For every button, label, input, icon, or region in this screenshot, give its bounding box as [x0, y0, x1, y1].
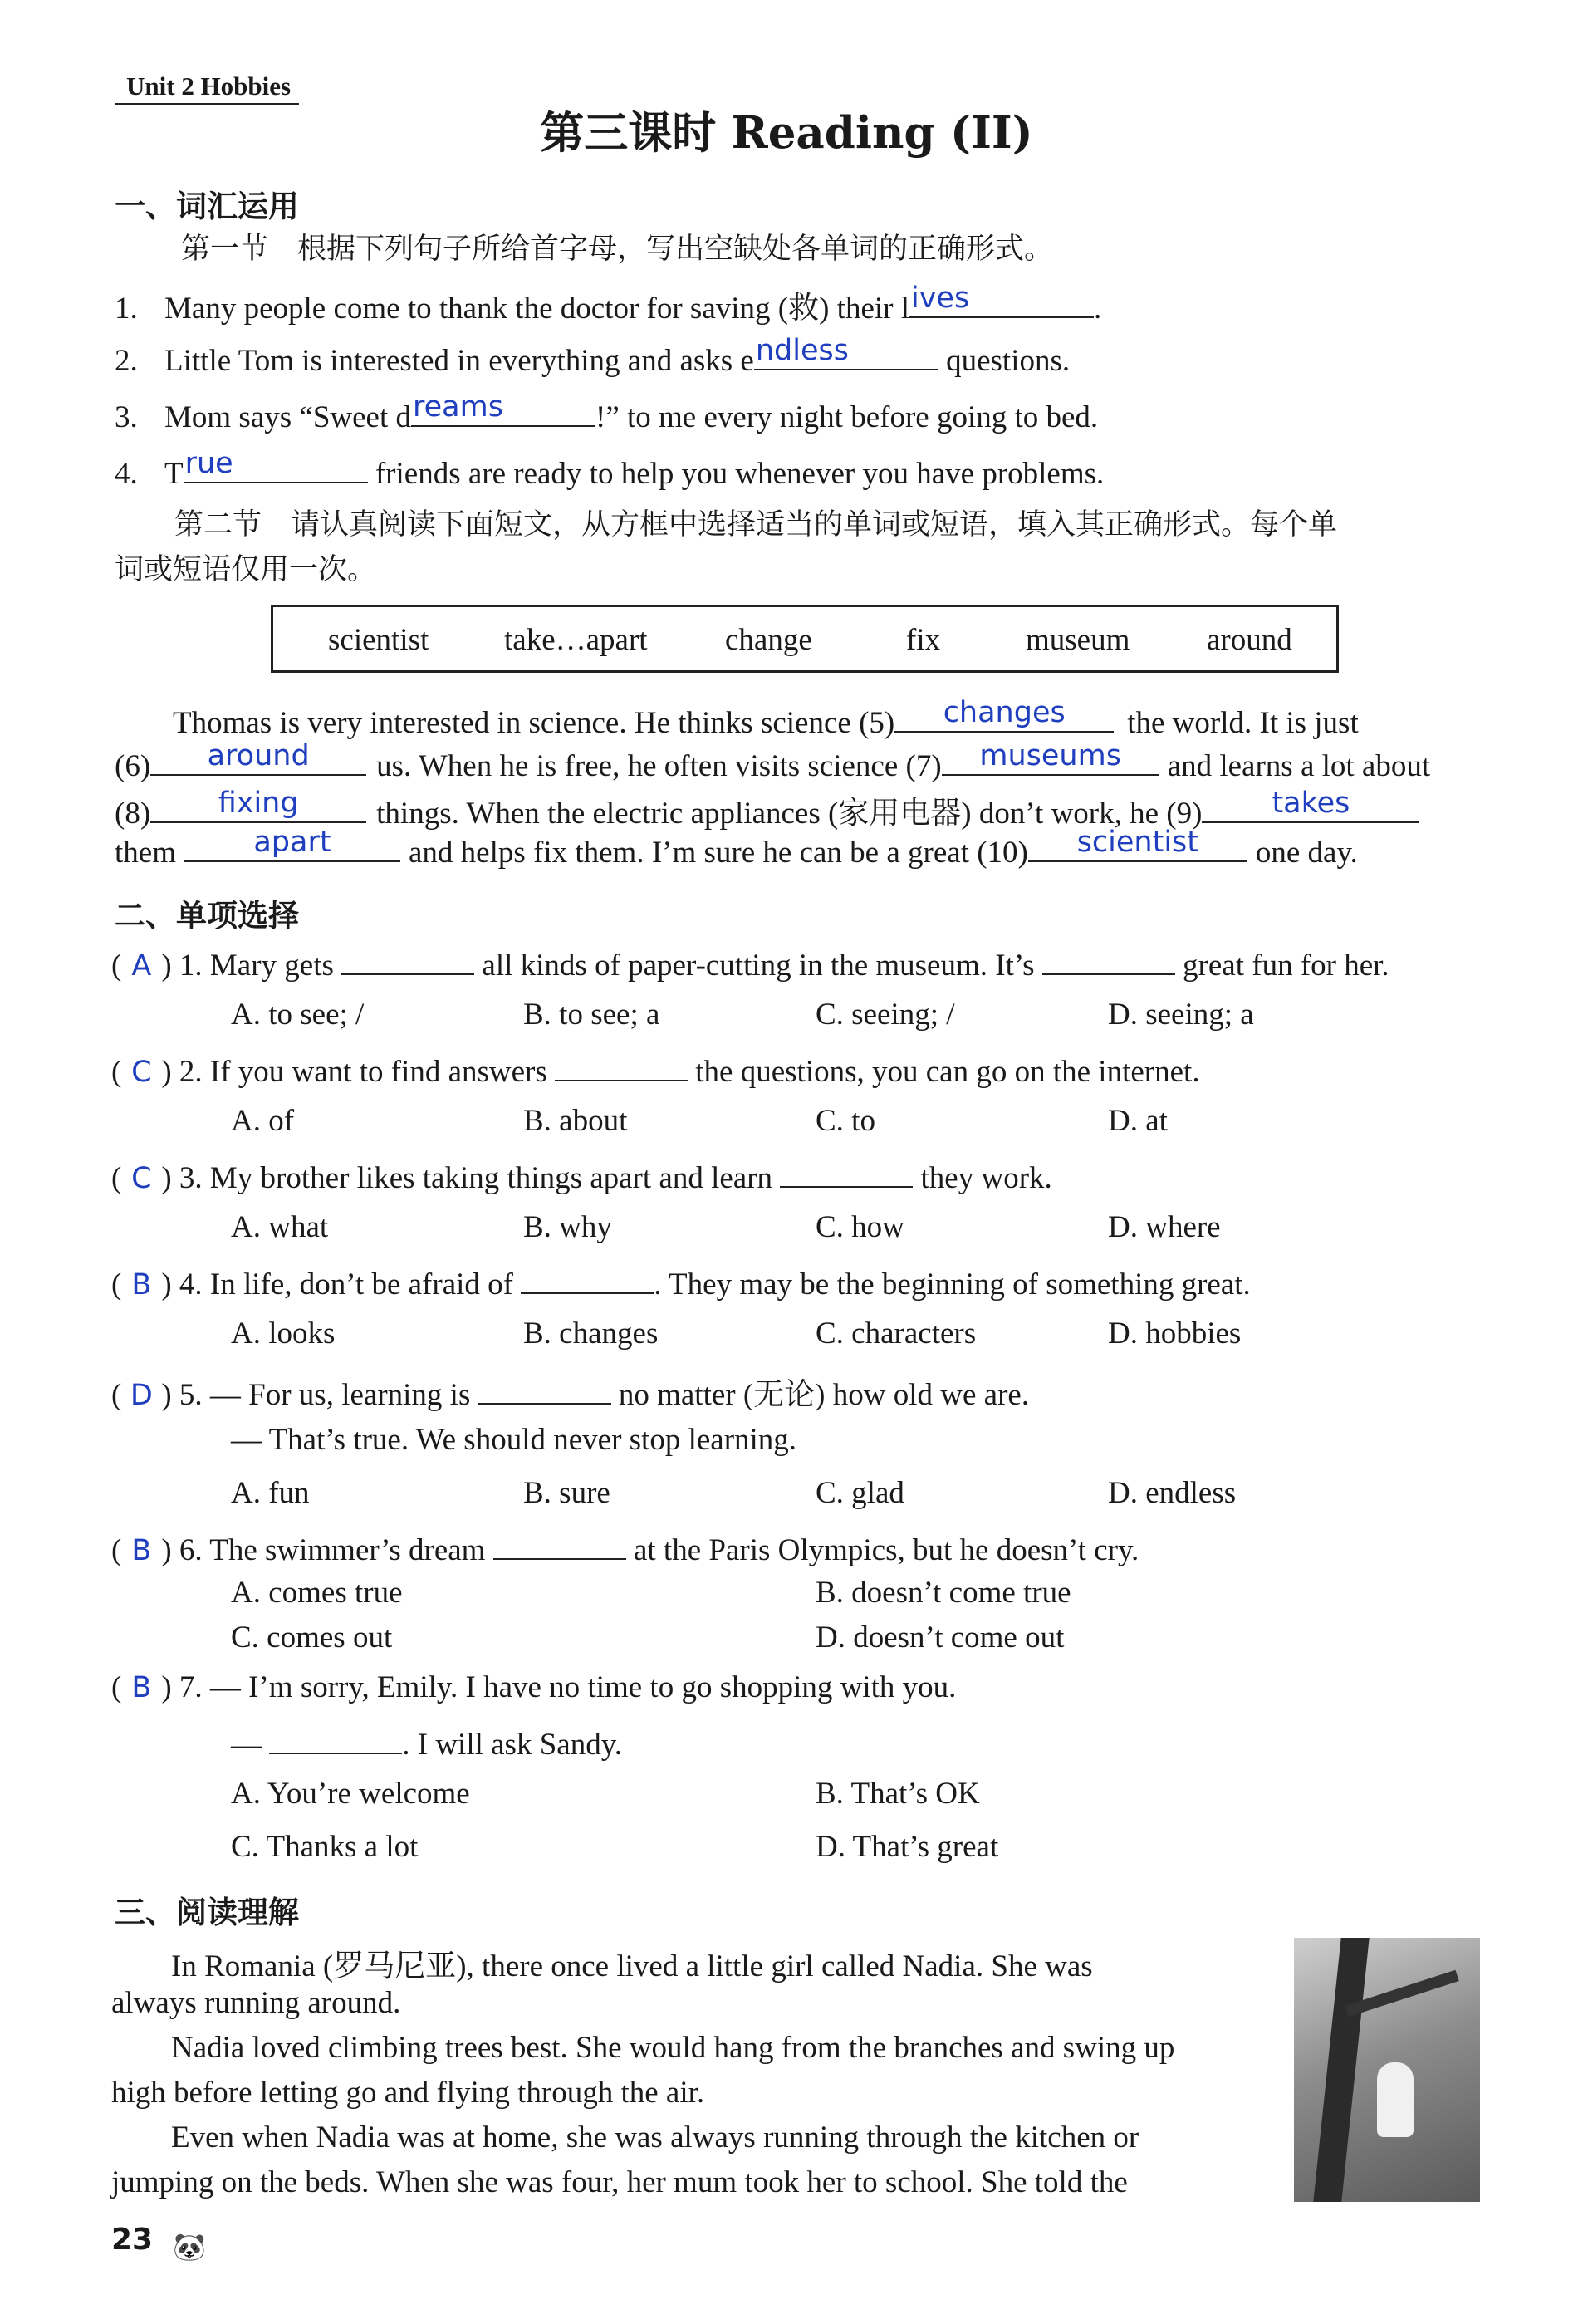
vocab-item: 3. Mom says “Sweet d reams !” to me every night before going to bed. [115, 390, 1099, 434]
option-b: B. That’s OK [816, 1777, 980, 1811]
question-4: ( B ) 4. In life, don’t be afraid of . They may be the beginning of something great. [111, 1263, 1251, 1302]
question-5-line2: — That’s true. We should never stop learning. [231, 1423, 797, 1457]
story-illustration [1294, 1938, 1480, 2202]
question-1: ( A ) 1. Mary gets all kinds of paper-cutting in the museum. It’s great fun for her. [111, 944, 1389, 983]
option-c: C. how [816, 1210, 904, 1244]
answer-text: fixing [218, 787, 299, 820]
word-option: fix [906, 623, 941, 657]
answer-text: reams [413, 390, 503, 424]
section3-heading: 三、阅读理解 [115, 1895, 299, 1930]
question-2: ( C ) 2. If you want to find answers the questions, you can go on the internet. [111, 1050, 1200, 1090]
answer-text: around [207, 739, 310, 772]
vocab-item: 2. Little Tom is interested in everything and asks e ndless questions. [115, 334, 1071, 378]
page-title: 第三课时 Reading (II) [540, 107, 1033, 159]
answer-text: apart [253, 826, 331, 859]
chosen-answer: B [131, 1671, 152, 1704]
option-b: B. changes [523, 1316, 659, 1351]
passage-line: Thomas is very interested in science. He thinks science (5) changes the world. It is just [173, 696, 1359, 740]
part2-instruction: 第二节 请认真阅读下面短文，从方框中选择适当的单词或短语，填入其正确形式。每个单 [174, 508, 1338, 542]
question-5: ( D ) 5. — For us, learning is no matter (无论) how old we are. [111, 1369, 1029, 1414]
option-b: B. to see; a [523, 998, 660, 1032]
option-a: A. of [231, 1104, 295, 1138]
reading-line: Even when Nadia was at home, she was always running through the kitchen or [171, 2121, 1139, 2155]
answer-text: changes [943, 696, 1066, 729]
option-d: D. where [1108, 1210, 1221, 1244]
vocab-item: 1. Many people come to thank the doctor for saving (救) their l ives . [115, 282, 1102, 326]
option-a: A. You’re welcome [231, 1777, 470, 1811]
chosen-answer: B [131, 1534, 152, 1567]
option-a: A. to see; / [231, 998, 365, 1032]
option-d: D. doesn’t come out [816, 1620, 1065, 1655]
word-option: change [725, 623, 812, 657]
reading-line: In Romania (罗马尼亚), there once lived a little girl called Nadia. She was [171, 1949, 1093, 1983]
section1-heading: 一、词汇运用 [115, 189, 299, 224]
option-d: D. endless [1108, 1476, 1237, 1510]
word-option: museum [1026, 623, 1130, 657]
passage-line: (8) fixing things. When the electric appliances (家用电器) don’t work, he (9) takes [115, 787, 1419, 832]
reading-line: high before letting go and flying through the air. [111, 2076, 705, 2110]
option-d: D. That’s great [816, 1830, 999, 1864]
panda-mascot-icon: 🐼 [173, 2232, 206, 2262]
option-d: D. at [1108, 1104, 1168, 1138]
vocab-item: 4. T rue friends are ready to help you whenever you have problems. [115, 447, 1105, 491]
option-b: B. doesn’t come true [816, 1576, 1071, 1610]
word-option: scientist [328, 623, 429, 657]
option-a: A. what [231, 1210, 329, 1244]
option-d: D. seeing; a [1108, 998, 1254, 1032]
option-a: A. fun [231, 1476, 310, 1510]
answer-text: rue [184, 447, 233, 480]
chosen-answer: B [131, 1268, 152, 1302]
option-c: C. Thanks a lot [231, 1830, 419, 1864]
chosen-answer: A [131, 949, 152, 983]
answer-text: ives [911, 282, 970, 315]
part1-instruction: 第一节 根据下列句子所给首字母，写出空缺处各单词的正确形式。 [181, 233, 1054, 266]
page-number: 23 [111, 2223, 154, 2257]
option-c: C. to [816, 1104, 875, 1138]
option-c: C. characters [816, 1316, 977, 1351]
answer-text: museums [979, 739, 1121, 772]
section2-heading: 二、单项选择 [115, 898, 299, 934]
option-a: A. looks [231, 1316, 336, 1351]
question-6: ( B ) 6. The swimmer’s dream at the Paris Olympics, but he doesn’t cry. [111, 1528, 1139, 1568]
answer-text: ndless [755, 334, 849, 367]
option-c: C. seeing; / [816, 998, 955, 1032]
option-a: A. comes true [231, 1576, 403, 1610]
chosen-answer: D [130, 1379, 153, 1412]
passage-line: them apart and helps fix them. I’m sure he can be a great (10) scientist one day. [115, 826, 1358, 870]
answer-text: takes [1272, 787, 1350, 820]
question-3: ( C ) 3. My brother likes taking things apart and learn they work. [111, 1156, 1052, 1196]
passage-line: (6) around us. When he is free, he often visits science (7) museums and learns a lot about [115, 739, 1431, 783]
word-bank-box [271, 605, 1339, 673]
question-7: ( B ) 7. — I’m sorry, Emily. I have no time to go shopping with you. [111, 1670, 957, 1704]
option-b: B. sure [523, 1476, 610, 1510]
unit-header: Unit 2 Hobbies [115, 71, 299, 105]
word-option: take…apart [504, 623, 648, 657]
option-b: B. about [523, 1104, 628, 1138]
question-7-line2: — . I will ask Sandy. [231, 1723, 622, 1763]
chosen-answer: C [131, 1162, 152, 1195]
reading-line: always running around. [111, 1986, 401, 2020]
chosen-answer: C [131, 1056, 152, 1089]
option-b: B. why [523, 1210, 612, 1244]
option-c: C. comes out [231, 1620, 393, 1655]
word-option: around [1207, 623, 1292, 657]
reading-line: jumping on the beds. When she was four, her mum took her to school. She told the [111, 2165, 1128, 2199]
reading-line: Nadia loved climbing trees best. She would hang from the branches and swing up [171, 2031, 1175, 2065]
part2-instruction-cont: 词或短语仅用一次。 [115, 553, 377, 586]
answer-text: scientist [1076, 826, 1199, 859]
option-d: D. hobbies [1108, 1316, 1242, 1351]
option-c: C. glad [816, 1476, 904, 1510]
